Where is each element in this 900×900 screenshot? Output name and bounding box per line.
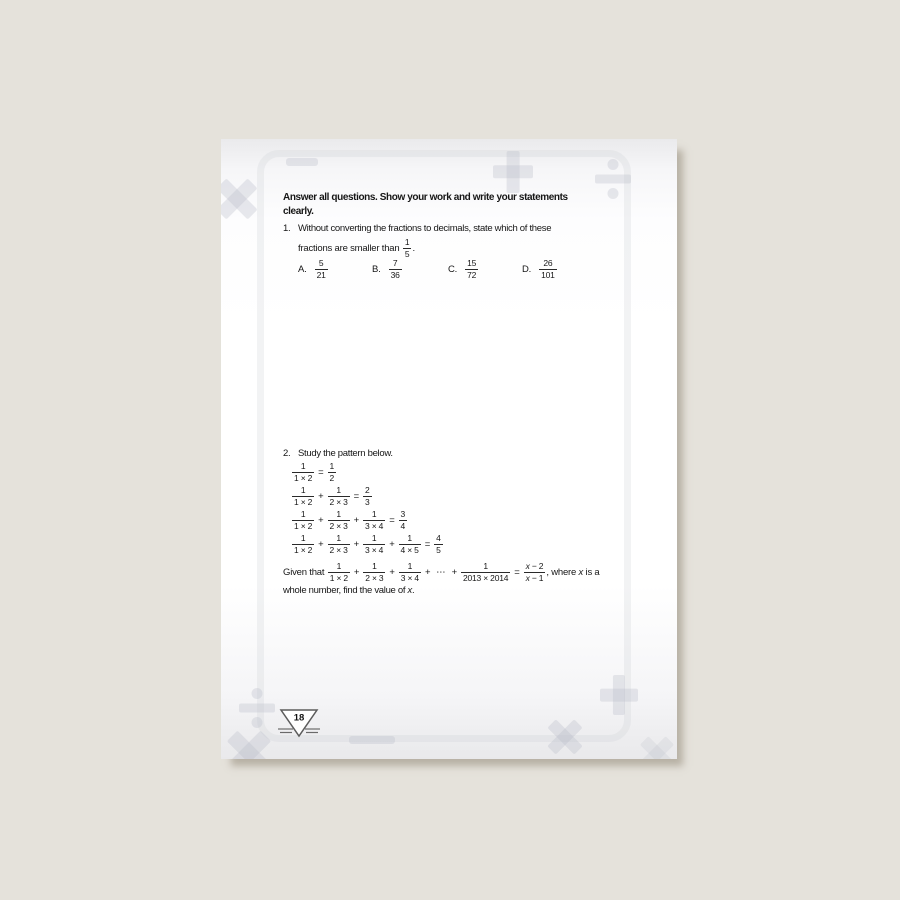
fraction: $\frac{4}{5}$: [436, 532, 441, 555]
operator: +: [353, 566, 360, 578]
fraction: $\frac{5}{21}$: [316, 257, 326, 280]
operator: +: [389, 566, 395, 578]
divide-watermark-icon: [595, 158, 631, 200]
operator: =: [514, 566, 520, 578]
option-a: [298, 258, 329, 280]
operator: +: [451, 566, 457, 578]
pattern-line-1: [291, 460, 444, 484]
multiply-watermark-icon: [538, 710, 592, 759]
fraction: $\frac{1}{3 \times 4}$: [365, 532, 384, 555]
fraction: $\frac{1}{2013 \times 2014}$: [462, 560, 509, 583]
fraction: $\frac{1}{1 \times 2}$: [294, 532, 313, 555]
fraction: $\frac{1}{2 \times 3}$: [329, 484, 348, 507]
page-number-badge: [276, 705, 322, 743]
instructions-block: [283, 191, 568, 218]
operator: ⋯: [436, 566, 446, 578]
fraction: $\frac{1}{2 \times 3}$: [329, 508, 348, 531]
fraction: $\frac{1}{5}$: [404, 236, 410, 259]
pattern-line-3: [291, 508, 444, 532]
pattern-line-4: [291, 532, 444, 556]
option-b-fraction: [388, 259, 403, 280]
option-c: [448, 258, 479, 280]
instructions-line-1: Answer all questions. Show your work and write your statements: [283, 192, 568, 203]
fraction: $\frac{1}{2 \times 3}$: [329, 532, 348, 555]
option-c-label: C.: [448, 263, 458, 275]
operator: +: [318, 514, 324, 526]
fraction: $\frac{15}{72}$: [467, 257, 477, 280]
option-c-fraction: [464, 259, 479, 280]
multiply-watermark-icon: [221, 168, 268, 230]
operator: +: [353, 538, 360, 550]
plus-watermark-icon: [600, 675, 638, 715]
multiply-watermark-icon: [632, 728, 677, 759]
fraction: $\frac{7}{36}$: [390, 257, 400, 280]
option-d: [522, 258, 558, 280]
option-a-fraction: [314, 259, 329, 280]
question-2: [283, 448, 393, 459]
operator: =: [424, 538, 431, 550]
fraction: $\frac{2}{3}$: [365, 484, 370, 507]
multiply-watermark-icon: [221, 719, 283, 759]
operator: =: [318, 466, 324, 478]
closing-line: whole number, find the value of x.: [283, 585, 415, 596]
option-d-label: D.: [522, 263, 532, 275]
fraction: $\frac{1}{3 \times 4}$: [365, 508, 384, 531]
option-b-label: B.: [372, 263, 381, 275]
operator: +: [424, 566, 431, 578]
fraction: $\frac{1}{2 \times 3}$: [365, 560, 384, 583]
page-number: 18: [293, 712, 305, 724]
question-1-number: 1.: [283, 223, 291, 234]
minus-watermark-icon: [349, 736, 395, 744]
equation-text: fractions are smaller than: [298, 242, 402, 254]
operator: +: [353, 514, 360, 526]
instructions-line-2: clearly.: [283, 205, 314, 217]
question-2-text: Study the pattern below.: [298, 448, 393, 459]
question-1: [283, 223, 551, 234]
pattern-line-2: [291, 484, 444, 508]
minus-watermark-icon: [286, 158, 318, 166]
operator: =: [389, 514, 395, 526]
equation-text: Given that: [283, 566, 327, 578]
question-1-text-continued: [298, 237, 415, 259]
option-a-label: A.: [298, 263, 307, 275]
operator: =: [353, 490, 360, 502]
equation-text: , where x is a: [546, 566, 600, 578]
fraction: $\frac{3}{4}$: [400, 508, 406, 531]
option-b: [372, 258, 403, 280]
equation-text: .: [412, 242, 415, 254]
pattern-block: [291, 460, 444, 556]
question-1-text: Without converting the fractions to decimals, state which of these: [298, 223, 552, 234]
operator: +: [318, 538, 324, 550]
fraction: $\frac{1}{3 \times 4}$: [400, 560, 419, 583]
plus-watermark-icon: [493, 151, 533, 193]
divide-watermark-icon: [239, 687, 275, 729]
fraction: $\frac{1}{1 \times 2}$: [294, 460, 313, 483]
given-equation-line: [283, 559, 600, 585]
fraction: $\frac{1}{1 \times 2}$: [294, 484, 313, 507]
fraction: $\frac{1}{1 \times 2}$: [329, 560, 348, 583]
question-2-number: 2.: [283, 448, 291, 459]
operator: +: [318, 490, 324, 502]
fraction: $\frac{1}{4 \times 5}$: [400, 532, 419, 555]
fraction: $\frac{26}{101}$: [541, 257, 555, 280]
fraction: $\frac{1}{1 \times 2}$: [294, 508, 313, 531]
fraction: $\frac{1}{2}$: [329, 460, 335, 483]
fraction: $\frac{x - 2}{x - 1}$: [525, 560, 544, 583]
worksheet-page: [221, 139, 677, 759]
option-d-fraction: [538, 259, 558, 280]
operator: +: [389, 538, 395, 550]
